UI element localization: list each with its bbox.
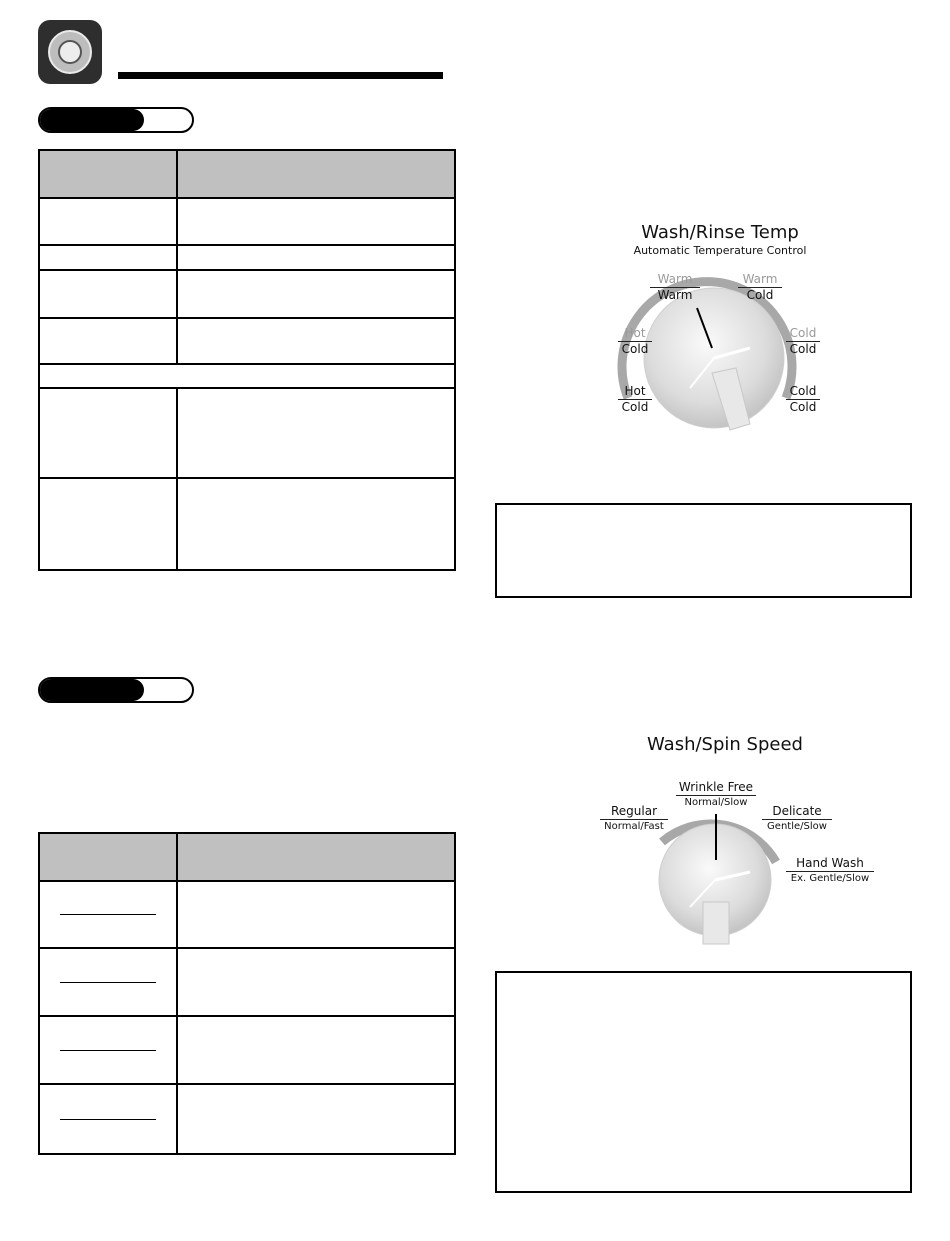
table-header-row bbox=[39, 833, 455, 881]
setting-cold-cold-upper: Cold Cold bbox=[786, 326, 820, 356]
table-row bbox=[39, 388, 455, 478]
spin-knob bbox=[590, 732, 880, 947]
section-title-rule bbox=[118, 72, 443, 79]
setting-hot-cold: Hot Cold bbox=[618, 384, 652, 414]
setting-wrinkle-free: Wrinkle Free Normal/Slow bbox=[676, 780, 756, 810]
setting-warm-warm: Warm Warm bbox=[650, 272, 700, 302]
section-tab-2 bbox=[38, 677, 194, 703]
dial-title: Wash/Rinse Temp bbox=[641, 222, 799, 243]
dial-title: Wash/Spin Speed bbox=[647, 734, 803, 755]
setting-delicate: Delicate Gentle/Slow bbox=[762, 804, 832, 834]
setting-hand-wash: Hand Wash Ex. Gentle/Slow bbox=[786, 856, 874, 886]
wash-spin-speed-dial bbox=[590, 732, 880, 947]
setting-warm-cold: Warm Cold bbox=[738, 272, 782, 302]
note-box-2 bbox=[495, 971, 912, 1193]
dial-subtitle: Automatic Temperature Control bbox=[633, 244, 807, 257]
table-row bbox=[39, 948, 455, 1016]
table-row bbox=[39, 270, 455, 318]
table-row bbox=[39, 1016, 455, 1084]
table-row bbox=[39, 1084, 455, 1154]
wash-rinse-temp-dial bbox=[600, 218, 840, 438]
table-row bbox=[39, 364, 455, 388]
setting-hot-cold-upper: Hot Cold bbox=[618, 326, 652, 356]
dial-icon bbox=[38, 20, 102, 84]
section-tab-1 bbox=[38, 107, 194, 133]
setting-regular: Regular Normal/Fast bbox=[600, 804, 668, 834]
spin-speed-table bbox=[38, 832, 456, 1155]
note-box-1 bbox=[495, 503, 912, 598]
table-row bbox=[39, 881, 455, 948]
table-row bbox=[39, 478, 455, 570]
temperature-table bbox=[38, 149, 456, 571]
table-header-row bbox=[39, 150, 455, 198]
table-row bbox=[39, 198, 455, 245]
setting-cold-cold: Cold Cold bbox=[786, 384, 820, 414]
table-row bbox=[39, 318, 455, 364]
table-row bbox=[39, 245, 455, 270]
